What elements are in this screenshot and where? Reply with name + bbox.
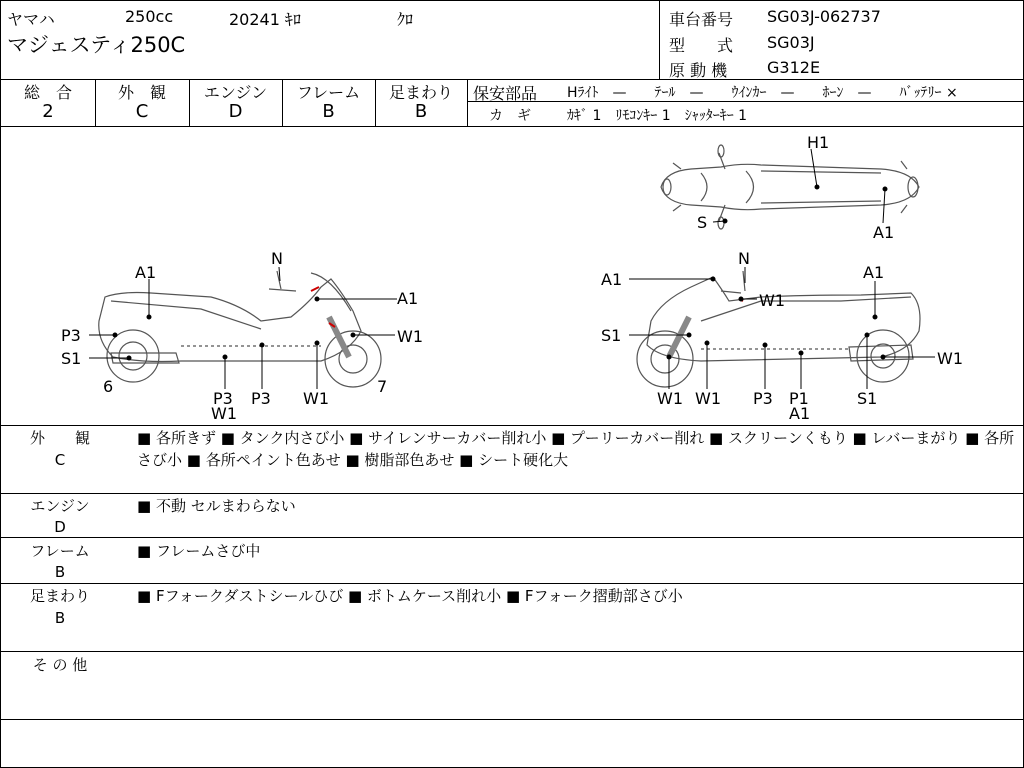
label-left-p3-rear: P3 bbox=[61, 326, 81, 345]
type-value: SG03J bbox=[767, 33, 815, 52]
note-suspension-text: ■ Fフォークダストシールひび ■ ボトムケース削れ小 ■ Fフォーク摺動部さび小 bbox=[137, 587, 683, 605]
note-frame-text: ■ フレームさび中 bbox=[137, 542, 261, 560]
lot-number: 20241 ｷﾛ bbox=[229, 10, 301, 29]
damage-diagram bbox=[1, 1, 1023, 425]
color: ｸﾛ bbox=[397, 10, 414, 29]
label-right-s1: S1 bbox=[601, 326, 622, 345]
grade-suspension-value: B bbox=[414, 101, 428, 122]
key-items: ｶｷﾞ 1 ﾘﾓｺﾝｷｰ 1 ｼｬｯﾀｰｷｰ 1 bbox=[567, 108, 748, 124]
engine-value: G312E bbox=[767, 58, 821, 77]
label-right-w1-rear: W1 bbox=[937, 349, 963, 368]
chassis-value: SG03J-062737 bbox=[767, 7, 881, 26]
note-engine-grade: D bbox=[54, 518, 66, 536]
type-label: 型 式 bbox=[669, 36, 734, 55]
left-view-scooter-icon bbox=[99, 271, 381, 387]
label-top-a1: A1 bbox=[873, 223, 895, 242]
safety-title: 保安部品 bbox=[473, 84, 538, 103]
grade-exterior-label: 外 観 bbox=[117, 83, 166, 102]
note-frame-label: フレーム bbox=[30, 542, 90, 560]
note-exterior-grade: C bbox=[54, 451, 66, 469]
label-left-7: 7 bbox=[377, 377, 388, 396]
displacement: 250cc bbox=[125, 7, 174, 26]
note-engine-text: ■ 不動 セルまわらない bbox=[137, 497, 296, 515]
maker: ヤマハ bbox=[7, 10, 55, 29]
label-left-p3: P3 bbox=[251, 389, 271, 408]
model-name: マジェスティ250C bbox=[7, 33, 186, 57]
grade-suspension-label: 足まわり bbox=[388, 83, 453, 102]
grade-overall-value: 2 bbox=[42, 101, 54, 122]
note-engine-label: エンジン bbox=[30, 497, 90, 515]
label-right-a1-bottom: A1 bbox=[789, 404, 811, 423]
chassis-label: 車台番号 bbox=[669, 10, 734, 29]
label-left-w1: W1 bbox=[303, 389, 329, 408]
label-right-w1-mid: W1 bbox=[759, 291, 785, 310]
note-frame-grade: B bbox=[54, 563, 66, 581]
label-right-w1-b1: W1 bbox=[657, 389, 683, 408]
label-right-s1-bottom: S1 bbox=[857, 389, 878, 408]
label-left-n: N bbox=[271, 249, 283, 268]
note-exterior-text: ■ 各所きず ■ タンク内さび小 ■ サイレンサーカバー削れ小 ■ プーリーカバー削れ ■ スクリーンくもり ■ レバーまがり ■ 各所さび小 ■ 各所ペイント色あせ ■ 樹脂部色あせ ■ シート硬化大 bbox=[137, 429, 1015, 469]
label-left-a1-seat: A1 bbox=[135, 263, 157, 282]
grade-engine-value: D bbox=[228, 101, 243, 122]
label-right-n: N bbox=[738, 249, 750, 268]
note-exterior-label: 外 観 bbox=[29, 429, 90, 447]
label-right-a1-seat: A1 bbox=[863, 263, 885, 282]
key-label: カ ギ bbox=[489, 108, 531, 124]
label-right-p1: P1 bbox=[789, 389, 809, 408]
label-right-a1-front: A1 bbox=[601, 270, 623, 289]
label-right-w1-b2: W1 bbox=[695, 389, 721, 408]
grade-overall-label: 総 合 bbox=[23, 83, 72, 102]
note-other-label: そ の 他 bbox=[32, 656, 88, 674]
right-view-scooter-icon bbox=[637, 271, 920, 387]
label-top-s: S bbox=[697, 213, 708, 232]
grade-exterior-value: C bbox=[135, 101, 149, 122]
label-right-p3: P3 bbox=[753, 389, 773, 408]
grade-frame-value: B bbox=[322, 101, 335, 122]
grade-engine-label: エンジン bbox=[203, 83, 268, 102]
label-top-h1: H1 bbox=[807, 133, 830, 152]
safety-items: Hﾗｲﾄ — ﾃｰﾙ — ｳｲﾝｶｰ — ﾎｰﾝ — ﾊﾞｯﾃﾘｰ × bbox=[567, 85, 958, 101]
note-suspension-label: 足まわり bbox=[29, 587, 90, 605]
label-left-s1: S1 bbox=[61, 349, 82, 368]
label-left-6: 6 bbox=[103, 377, 114, 396]
note-suspension-grade: B bbox=[54, 609, 66, 627]
label-left-p3-a: P3 bbox=[213, 389, 233, 408]
grade-frame-label: フレーム bbox=[296, 83, 361, 102]
engine-label: 原 動 機 bbox=[669, 61, 728, 80]
label-left-a1-screen: A1 bbox=[397, 289, 419, 308]
label-left-w1-b: W1 bbox=[211, 404, 237, 423]
label-left-w1-fork: W1 bbox=[397, 327, 423, 346]
